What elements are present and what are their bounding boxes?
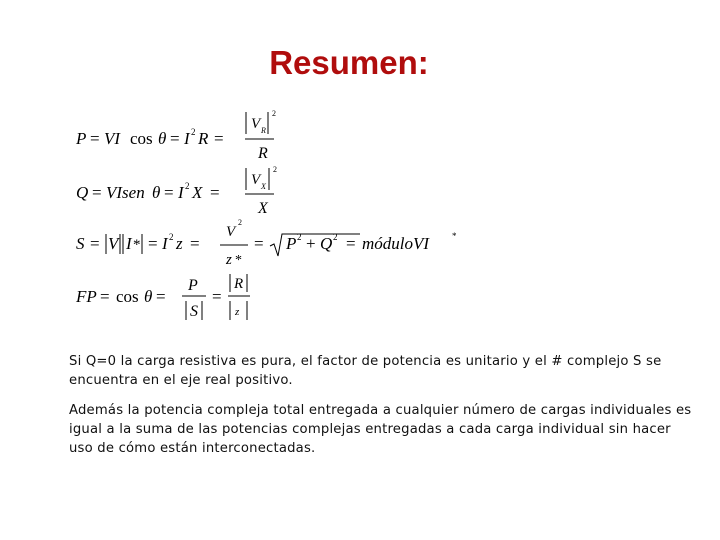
- svg-text:R: R: [234, 276, 244, 292]
- svg-text:2: 2: [169, 232, 174, 242]
- paragraph-complex-power-sum: Además la potencia compleja total entregada a cualquier número de cargas individuales es igual a la suma de las potencias complejas entregadas a cada carga individual sin hacer uso de cómo están interconectadas.: [69, 403, 692, 456]
- svg-text:VIsen: VIsen: [106, 183, 145, 202]
- svg-text:*: *: [235, 253, 242, 268]
- svg-text:=: =: [210, 183, 220, 202]
- svg-text:I: I: [162, 234, 168, 253]
- svg-text:Q: Q: [320, 234, 333, 253]
- svg-text:=: =: [190, 234, 200, 253]
- svg-text:X: X: [192, 183, 203, 202]
- svg-text:θ: θ: [144, 287, 153, 306]
- svg-text:=: =: [212, 287, 222, 306]
- svg-text:VI: VI: [104, 129, 121, 148]
- svg-text:móduloVI: móduloVI: [362, 234, 430, 253]
- svg-text:cos: cos: [130, 129, 153, 148]
- svg-text:V: V: [251, 172, 261, 188]
- svg-text:2: 2: [273, 165, 277, 174]
- svg-text:2: 2: [297, 232, 302, 242]
- svg-text:X: X: [258, 200, 268, 217]
- svg-text:R: R: [261, 126, 266, 135]
- svg-text:I: I: [178, 183, 184, 202]
- svg-text:Q: Q: [76, 183, 89, 202]
- paragraph-reactive-zero: Si Q=0 la carga resistiva es pura, el factor de potencia es unitario y el # complejo S se encuentra en el eje real positivo.: [69, 354, 662, 388]
- svg-text:P: P: [76, 129, 87, 148]
- svg-text:z: z: [226, 252, 232, 268]
- svg-text:2: 2: [272, 109, 276, 118]
- formula-power-reactive: [76, 165, 277, 217]
- slide-title: Resumen:: [269, 44, 429, 81]
- svg-text:2: 2: [191, 127, 196, 137]
- svg-text:V: V: [108, 234, 119, 253]
- svg-text:FP: FP: [76, 287, 97, 306]
- svg-text:*: *: [133, 237, 141, 253]
- svg-text:*: *: [452, 231, 457, 241]
- svg-text:θ: θ: [152, 183, 161, 202]
- formula-power-active: [75, 109, 276, 162]
- svg-text:=: =: [90, 129, 100, 148]
- svg-text:=: =: [346, 234, 356, 253]
- svg-text:2: 2: [185, 181, 190, 191]
- svg-text:I: I: [126, 234, 132, 253]
- svg-text:V: V: [226, 224, 236, 240]
- svg-text:+: +: [306, 234, 316, 253]
- svg-text:=: =: [90, 234, 100, 253]
- svg-text:S: S: [190, 303, 198, 320]
- svg-text:=: =: [170, 129, 180, 148]
- svg-text:=: =: [148, 234, 158, 253]
- formula-power-factor: [75, 274, 250, 320]
- svg-text:z: z: [235, 306, 240, 318]
- svg-text:z: z: [176, 234, 183, 253]
- svg-text:2: 2: [333, 232, 338, 242]
- formula-block: [60, 98, 490, 330]
- svg-text:=: =: [254, 234, 264, 253]
- svg-text:=: =: [156, 287, 166, 306]
- svg-text:R: R: [198, 129, 209, 148]
- svg-text:=: =: [100, 287, 110, 306]
- svg-text:S: S: [76, 234, 85, 253]
- svg-text:θ: θ: [158, 129, 167, 148]
- svg-text:R: R: [258, 145, 268, 162]
- svg-text:cos: cos: [116, 287, 139, 306]
- svg-text:=: =: [92, 183, 102, 202]
- formula-image: [60, 98, 490, 330]
- svg-text:=: =: [214, 129, 224, 148]
- svg-text:V: V: [251, 116, 261, 132]
- svg-text:P: P: [188, 277, 198, 294]
- svg-text:I: I: [184, 129, 190, 148]
- svg-text:X: X: [261, 182, 266, 191]
- svg-text:2: 2: [238, 218, 242, 227]
- svg-text:=: =: [164, 183, 174, 202]
- svg-text:P: P: [286, 234, 297, 253]
- formula-power-apparent: [76, 218, 457, 268]
